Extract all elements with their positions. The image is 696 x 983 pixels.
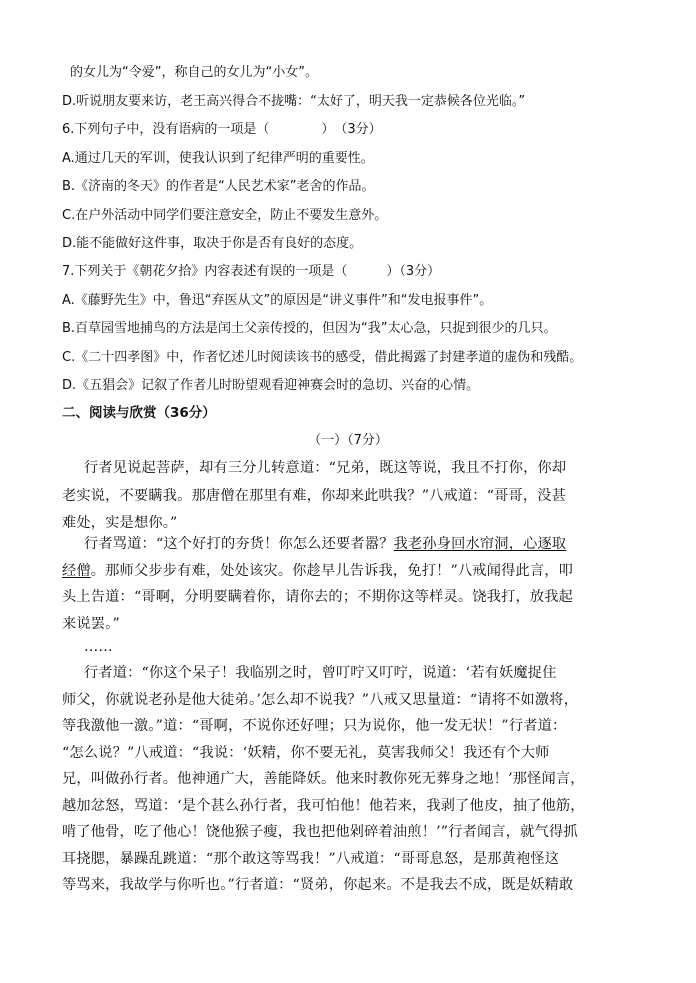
option-d-prev: D.听说朋友要来访，老王高兴得合不拢嘴：“太好了，明天我一定恭候各位光临。” — [62, 94, 526, 109]
passage-line: 等我激他一激。”道：“哥啊，不说你还好哩；只为说你，他一发无状！”行者道： — [62, 718, 567, 734]
passage-text: 。那师父步步有难，处处该灾。你趁早儿告诉我，免打！”八戒闻得此言，叩 — [90, 563, 574, 579]
question-7: 7.下列关于《朝花夕拾》内容表述有误的一项是（ ）（3分） — [62, 264, 441, 279]
question-6-option-a: A.通过几天的军训，使我认识到了纪律严明的重要性。 — [62, 151, 374, 166]
underlined-sentence: 经僧 — [62, 563, 91, 579]
passage-line: 难处，实是想你。” — [62, 515, 178, 531]
question-7-option-b: B.百草园雪地捕鸟的方法是闰土父亲传授的，但因为“我”太心急，只捉到很少的几只。 — [62, 321, 557, 336]
passage-line: 老实说，不要瞒我。那唐僧在那里有难，你却来此哄我？”八戒道：“哥哥，没甚 — [62, 488, 567, 504]
question-6-option-c: C.在户外活动中同学们要注意安全，防止不要发生意外。 — [62, 208, 388, 223]
question-7-option-d: D.《五猖会》记叙了作者儿时盼望观看迎神赛会时的急切、兴奋的心情。 — [62, 378, 480, 393]
passage-line: 来说罢。” — [62, 616, 120, 632]
passage-line: 行者道：“你这个呆子！我临别之时，曾叮咛又叮咛，说道：‘若有妖魔捉住 — [84, 665, 557, 681]
subsection-heading: （一）（7分） — [308, 433, 388, 448]
passage-line: 兄，叫做孙行者。他神通广大，善能降妖。他来时教你死无葬身之地！’那怪闻言， — [62, 771, 585, 787]
question-6-option-b: B.《济南的冬天》的作者是“人民艺术家”老舍的作品。 — [62, 179, 375, 194]
passage-text: 行者骂道：“这个好打的夯货！你怎么还要者嚣？ — [84, 536, 394, 552]
question-6: 6.下列句子中，没有语病的一项是（ ） （3分） — [62, 122, 382, 137]
passage-line — [84, 535, 656, 553]
passage-line: 头上告道：“哥啊，分明要瞒着你，请你去的；不期你这等样灵。饶我打，放我起 — [62, 589, 574, 605]
question-7-option-c: C.《二十四孝图》中，作者忆述儿时阅读该书的感受，借此揭露了封建孝道的虚伪和残酷。 — [62, 350, 583, 365]
passage-line — [62, 562, 656, 580]
passage-line: “怎么说？”八戒道：“我说：‘妖精，你不要无礼，莫害我师父！我还有个大师 — [62, 745, 550, 761]
ellipsis: …… — [84, 639, 113, 655]
question-6-option-d: D.能不能做好这件事，取决于你是否有良好的态度。 — [62, 236, 363, 251]
question-7-option-a: A.《藤野先生》中，鲁迅“弃医从文”的原因是“讲义事件”和“发电报事件”。 — [62, 293, 493, 308]
passage-line: 啃了他骨，吃了他心！饶他猴子瘦，我也把他剁碎着油煎！’”行者闻言，就气得抓 — [62, 824, 578, 840]
passage-line: 师父，你就说老孙是他大徒弟。’怎么却不说我？”八戒又思量道：“请将不如激将， — [62, 692, 579, 708]
underlined-sentence: 我老孙身回水帘洞，心逐取 — [393, 536, 567, 552]
passage-line: 耳挠腮，暴躁乱跳道：“那个敢这等骂我！”八戒道：“哥哥息怒，是那黄袍怪这 — [62, 851, 560, 867]
passage-line: 越加忿怒，骂道：‘是个甚么孙行者，我可怕他！他若来，我剥了他皮，抽了他筋， — [62, 798, 585, 814]
passage-line: 行者见说起菩萨，却有三分儿转意道：“兄弟，既这等说，我且不打你，你却 — [84, 460, 567, 476]
section-heading: 二、阅读与欣赏（36分） — [62, 405, 216, 421]
text-line: 的女儿为“令爱”，称自己的女儿为“小女”。 — [70, 65, 318, 80]
passage-line: 等骂来，我故学与你听也。”行者道：“贤弟，你起来。不是我去不成，既是妖精敢 — [62, 877, 574, 893]
